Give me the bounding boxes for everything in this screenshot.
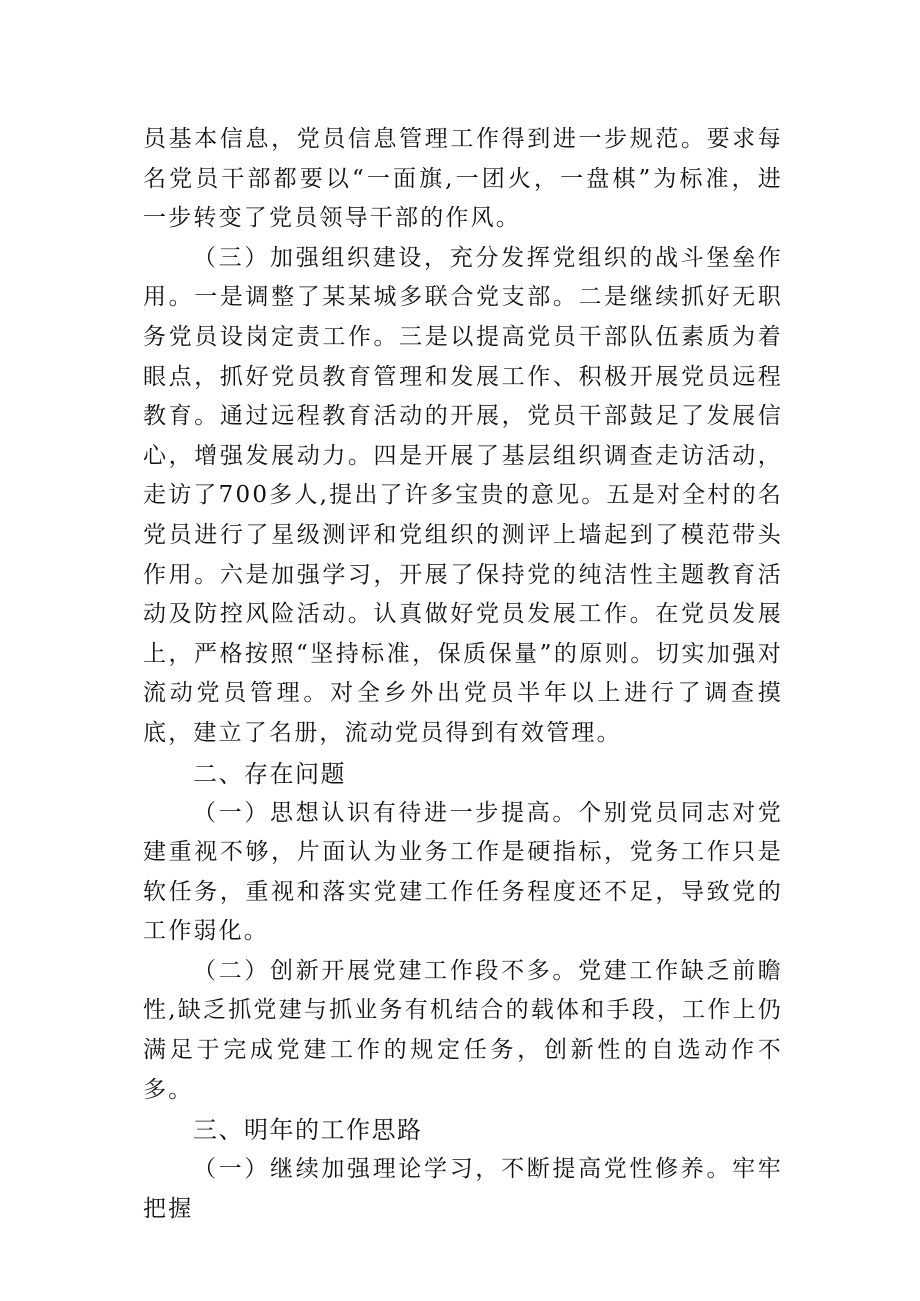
paragraph-problem-1: （一）思想认识有待进一步提高。个别党员同志对党建重视不够，片面认为业务工作是硬指标，党务工作只是软任务，重视和落实党建工作任务程度还不足，导致党的工作弱化。 [143,799,783,945]
paragraph-plan-1: （一）继续加强理论学习，不断提高党性修养。牢牢把握 [143,1156,783,1222]
section-heading-next-year: 三、明年的工作思路 [193,1116,423,1145]
paragraph-continued: 员基本信息，党员信息管理工作得到进一步规范。要求每名党员干部都要以“一面旗,一团火，一盘棋”为标准，进一步转变了党员领导干部的作风。 [143,126,783,232]
document-body [143,120,783,1229]
paragraph-problem-2: （二）创新开展党建工作段不多。党建工作缺乏前瞻性,缺乏抓党建与抓业务有机结合的载体和手段，工作上仍满足于完成党建工作的规定任务，创新性的自选动作不多。 [143,957,783,1103]
section-heading-problems: 二、存在问题 [193,759,346,788]
paragraph-organization-building: （三）加强组织建设，充分发挥党组织的战斗堡垒作用。一是调整了某某城多联合党支部。二是继续抓好无职务党员设岗定责工作。三是以提高党员干部队伍素质为着眼点，抓好党员教育管理和发展工作、积极开展党员远程教育。通过远程教育活动的开展，党员干部鼓足了发展信心，增强发展动力。四是开展了基层组织调查走访活动，走访了700多人,提出了许多宝贵的意见。五是对全村的名党员进行了星级测评和党组织的测评上墙起到了模范带头作用。六是加强学习，开展了保持党的纯洁性主题教育活动及防控风险活动。认真做好党员发展工作。在党员发展上，严格按照“坚持标准，保质保量”的原则。切实加强对流动党员管理。对全乡外出党员半年以上进行了调查摸底，建立了名册，流动党员得到有效管理。 [143,244,783,746]
